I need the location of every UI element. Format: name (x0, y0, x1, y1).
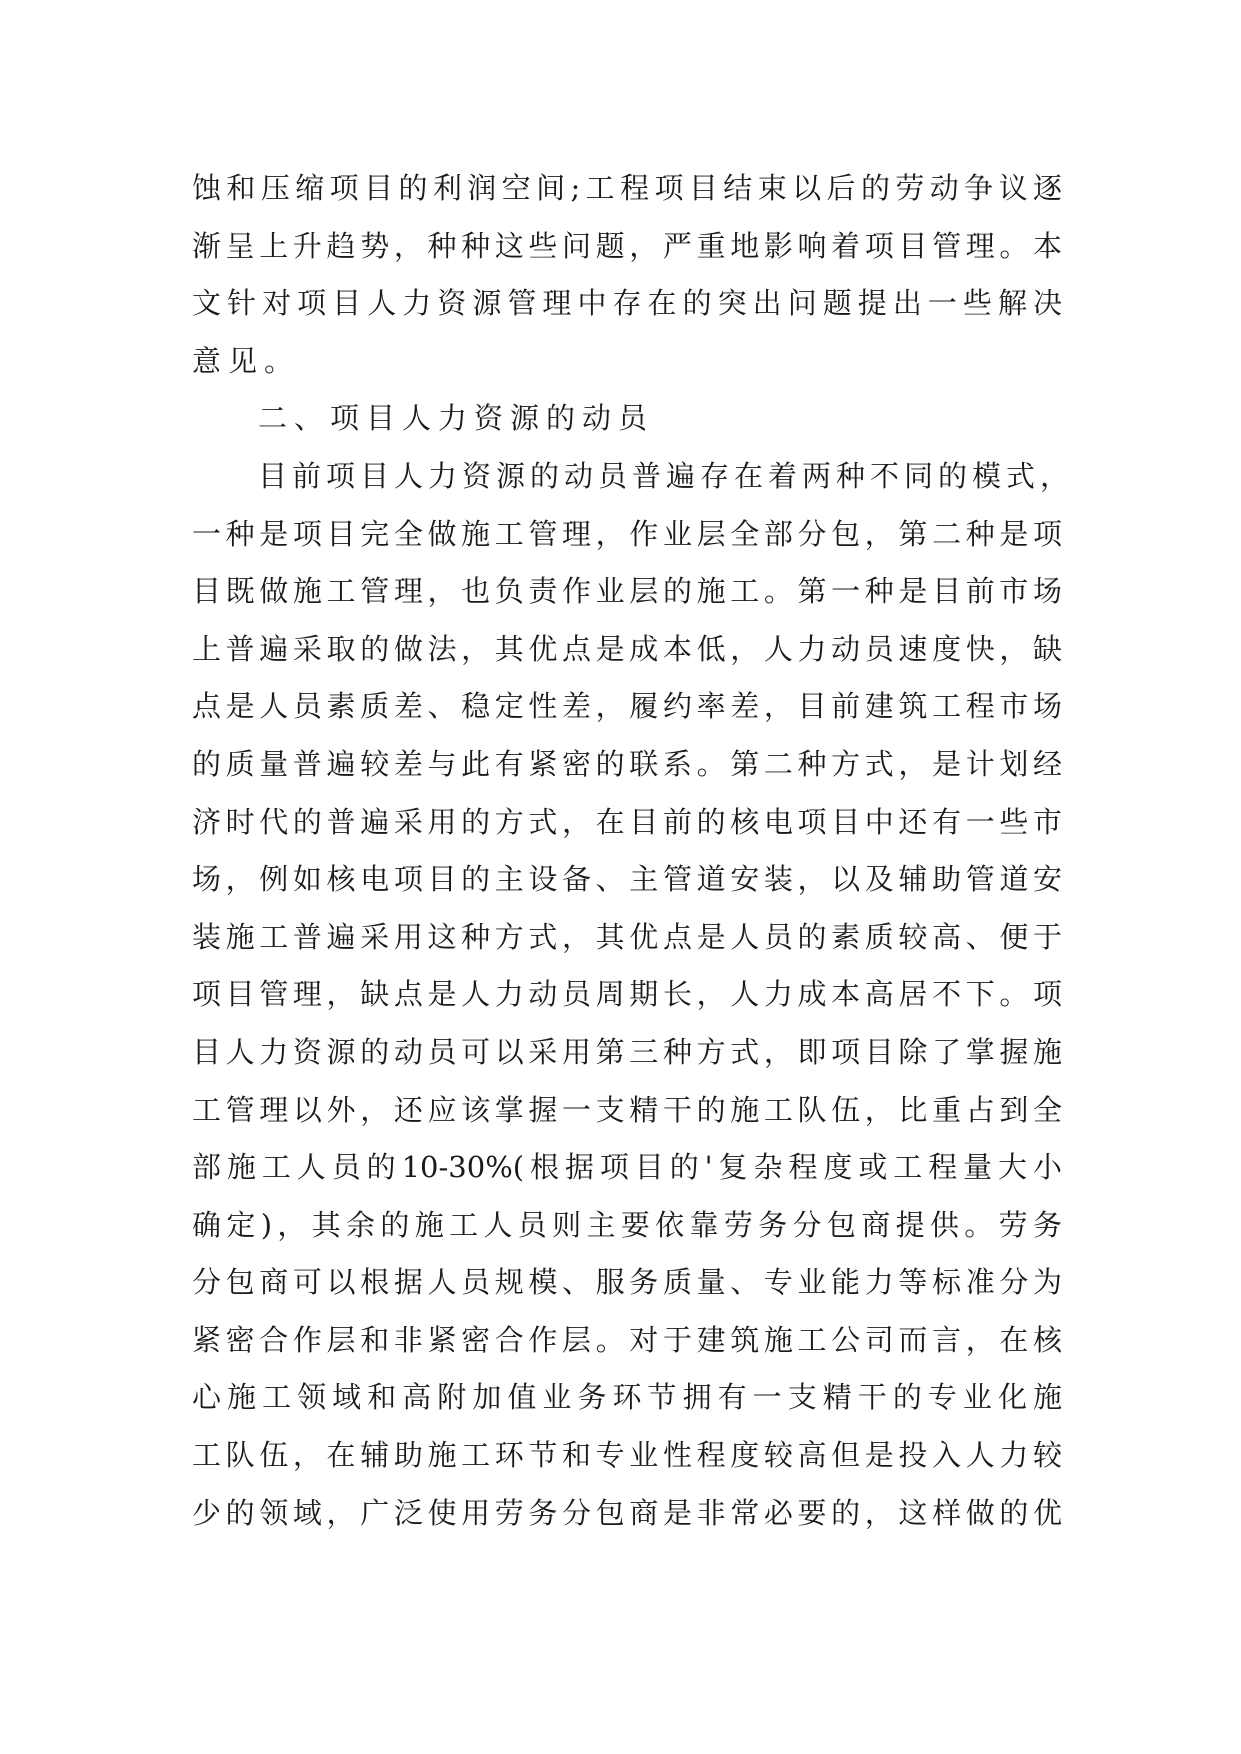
text-line: 确定)，其余的施工人员则主要依靠劳务分包商提供。劳务 (192, 1207, 1062, 1242)
text-line: 心施工领域和高附加值业务环节拥有一支精干的专业化施 (192, 1380, 1062, 1415)
text-line: 目前项目人力资源的动员普遍存在着两种不同的模式， (258, 458, 1075, 493)
text-line: 少的领域，广泛使用劳务分包商是非常必要的，这样做的优 (192, 1495, 1062, 1530)
text-line: 蚀和压缩项目的利润空间;工程项目结束以后的劳动争议逐 (192, 171, 1062, 205)
text-line: 工队伍，在辅助施工环节和专业性程度较高但是投入人力较 (192, 1438, 1062, 1473)
text-line: 意见。 (192, 343, 301, 378)
text-line: 项目管理，缺点是人力动员周期长，人力成本高居不下。项 (192, 977, 1062, 1012)
text-line: 场，例如核电项目的主设备、主管道安装，以及辅助管道安 (192, 862, 1062, 897)
text-line: 工管理以外，还应该掌握一支精干的施工队伍，比重占到全 (192, 1092, 1062, 1127)
text-line: 目人力资源的动员可以采用第三种方式，即项目除了掌握施 (192, 1034, 1062, 1069)
text-line: 上普遍采取的做法，其优点是成本低，人力动员速度快，缺 (192, 631, 1062, 666)
text-line: 的质量普遍较差与此有紧密的联系。第二种方式，是计划经 (192, 746, 1062, 781)
text-line: 文针对项目人力资源管理中存在的突出问题提出一些解决 (192, 286, 1062, 321)
text-line: 紧密合作层和非紧密合作层。对于建筑施工公司而言，在核 (192, 1322, 1062, 1357)
text-line: 济时代的普遍采用的方式，在目前的核电项目中还有一些市 (192, 804, 1062, 839)
text-line: 目既做施工管理，也负责作业层的施工。第一种是目前市场 (192, 574, 1062, 609)
text-line: 点是人员素质差、稳定性差，履约率差，目前建筑工程市场 (192, 689, 1062, 724)
body-text (192, 160, 1075, 1542)
text-line: 渐呈上升趋势，种种这些问题，严重地影响着项目管理。本 (192, 228, 1062, 263)
section-heading: 二、项目人力资源的动员 (258, 401, 655, 436)
text-line: 部施工人员的10-30%(根据项目的'复杂程度或工程量大小 (192, 1150, 1062, 1185)
text-line: 装施工普遍采用这种方式，其优点是人员的素质较高、便于 (192, 919, 1062, 954)
text-line: 分包商可以根据人员规模、服务质量、专业能力等标准分为 (192, 1265, 1062, 1300)
text-line: 一种是项目完全做施工管理，作业层全部分包，第二种是项 (192, 516, 1062, 551)
